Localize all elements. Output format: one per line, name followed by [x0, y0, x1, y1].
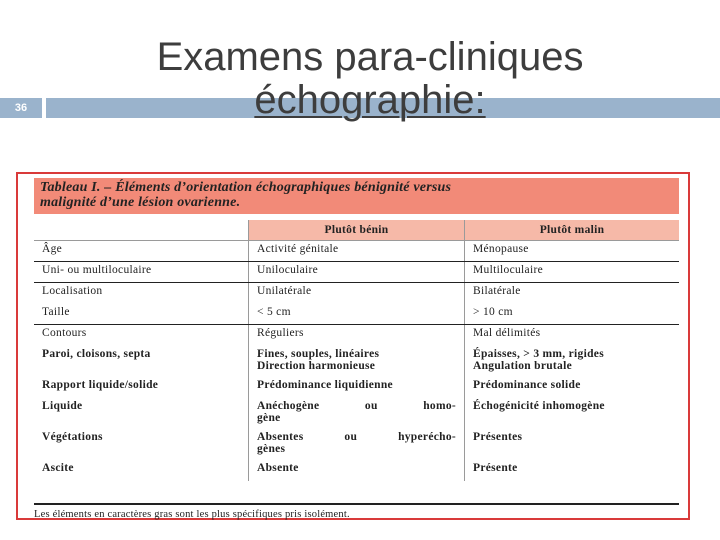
title-line-2: échographie:: [254, 78, 486, 122]
table-row: [34, 304, 679, 325]
row-benign-line-2: gènes: [257, 442, 286, 455]
row-benign-line-1: Anéchogène ou homo-: [257, 399, 456, 412]
table-row: [34, 460, 679, 481]
row-malignant-line-2: Angulation brutale: [473, 359, 573, 372]
table-row: [34, 346, 679, 377]
table-row: [34, 262, 679, 283]
row-malignant: Multiloculaire: [465, 262, 680, 283]
slide-number: 36: [0, 98, 42, 118]
row-malignant: Échogénicité inhomogène: [473, 399, 605, 412]
slide-title: [100, 36, 640, 122]
row-benign-line-2: Direction harmonieuse: [257, 359, 376, 372]
header-malignant: Plutôt malin: [465, 220, 680, 241]
table-row: [34, 398, 679, 429]
row-benign: [249, 398, 465, 429]
caption-line-2: malignité d’une lésion ovarienne.: [40, 195, 241, 210]
header-corner: [34, 220, 249, 241]
table-row: [34, 283, 679, 304]
header-benign: Plutôt bénin: [249, 220, 465, 241]
row-benign: [249, 429, 465, 460]
row-benign: Prédominance liquidienne: [249, 377, 465, 398]
row-malignant: > 10 cm: [465, 304, 680, 325]
row-malignant: Bilatérale: [473, 285, 521, 297]
row-label: Ascite: [34, 460, 249, 481]
row-label: Liquide: [34, 398, 249, 429]
row-benign-line-1: Fines, souples, linéaires: [257, 347, 380, 360]
row-benign: Absente: [249, 460, 465, 481]
row-label: Localisation: [34, 283, 249, 304]
table-row: [34, 325, 679, 346]
table-row: [34, 377, 679, 398]
row-label: Uni- ou multiloculaire: [34, 262, 249, 283]
caption-line-1: Tableau I. – Éléments d’orientation échographiques bénignité versus: [40, 180, 452, 195]
row-malignant: Mal délimités: [473, 327, 541, 339]
row-label: Paroi, cloisons, septa: [34, 346, 249, 377]
row-malignant: Ménopause: [465, 241, 680, 262]
table-header-row: [34, 220, 679, 241]
row-label: Contours: [34, 325, 249, 346]
row-label: Végétations: [34, 429, 249, 460]
table-bottom-rule: [34, 503, 679, 505]
table-caption: [40, 180, 680, 210]
row-benign: Uniloculaire: [249, 262, 465, 283]
row-label: Rapport liquide/solide: [34, 377, 249, 398]
row-malignant: [465, 346, 680, 377]
row-malignant: Présente: [473, 461, 518, 474]
row-benign-line-2: gène: [257, 411, 281, 424]
row-label: Taille: [34, 304, 249, 325]
row-benign: Unilatérale: [249, 283, 465, 304]
title-line-1: Examens para-cliniques: [156, 35, 584, 79]
row-malignant-line-1: Épaisses, > 3 mm, rigides: [473, 347, 604, 360]
table-row: [34, 429, 679, 460]
row-malignant: Prédominance solide: [473, 378, 581, 391]
row-benign: Réguliers: [249, 325, 465, 346]
table-footnote: Les éléments en caractères gras sont les plus spécifiques pris isolément.: [34, 509, 350, 520]
orientation-table: [34, 220, 679, 481]
table-figure: [16, 172, 690, 520]
row-benign: [249, 346, 465, 377]
row-benign-line-1: Absentes ou hyperécho-: [257, 430, 456, 443]
table-row: [34, 241, 679, 262]
row-benign: Activité génitale: [249, 241, 465, 262]
row-label: Âge: [34, 241, 249, 262]
row-benign: < 5 cm: [249, 304, 465, 325]
row-malignant: Présentes: [473, 430, 523, 443]
